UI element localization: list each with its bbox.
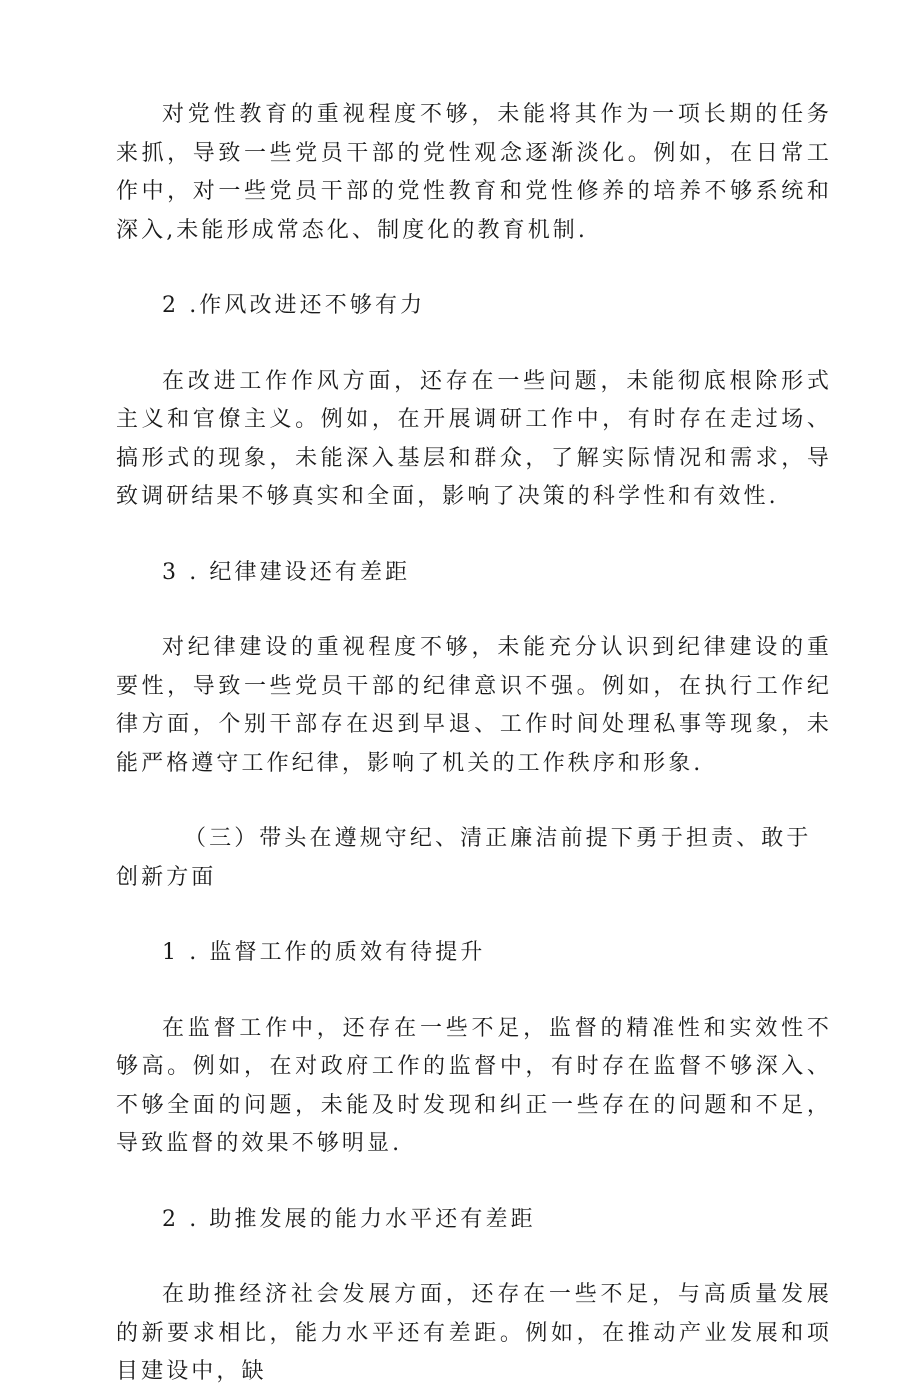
heading-discipline: 3 . 纪律建设还有差距 xyxy=(162,559,411,585)
paragraph-supervision: 在监督工作中，还存在一些不足，监督的精准性和实效性不够高。例如，在对政府工作的监督中，有时存在监督不够深入、不够全面的问题，未能及时发现和纠正一些存在的问题和不足，导致监督的效果不够明显. xyxy=(116,1015,832,1156)
paragraph-work-style: 在改进工作作风方面，还存在一些问题，未能彻底根除形式主义和官僚主义。例如，在开展调研工作中，有时存在走过场、搞形式的现象，未能深入基层和群众，了解实际情况和需求，导致调研结果不够真实和全面，影响了决策的科学性和有效性. xyxy=(116,368,832,509)
paragraph-party-education: 对党性教育的重视程度不够，未能将其作为一项长期的任务来抓，导致一些党员干部的党性观念逐渐淡化。例如，在日常工作中，对一些党员干部的党性教育和党性修养的培养不够系统和深入,未能形成常态化、制度化的教育机制. xyxy=(116,102,832,243)
paragraph-discipline: 对纪律建设的重视程度不够，未能充分认识到纪律建设的重要性，导致一些党员干部的纪律意识不强。例如，在执行工作纪律方面，个别干部存在迟到早退、工作时间处理私事等现象，未能严格遵守工作纪律，影响了机关的工作秩序和形象. xyxy=(116,635,832,776)
heading-supervision: 1 . 监督工作的质效有待提升 xyxy=(162,940,486,965)
heading-development: 2 . 助推发展的能力水平还有差距 xyxy=(162,1206,536,1232)
heading-work-style: 2 .作风改进还不够有力 xyxy=(162,293,426,318)
section-title-three: （三）带头在遵规守纪、清正廉洁前提下勇于担责、敢于创新方面 xyxy=(116,826,812,890)
paragraph-development: 在助推经济社会发展方面，还存在一些不足，与高质量发展的新要求相比，能力水平还有差距。例如，在推动产业发展和项目建设中，缺 xyxy=(116,1282,832,1384)
